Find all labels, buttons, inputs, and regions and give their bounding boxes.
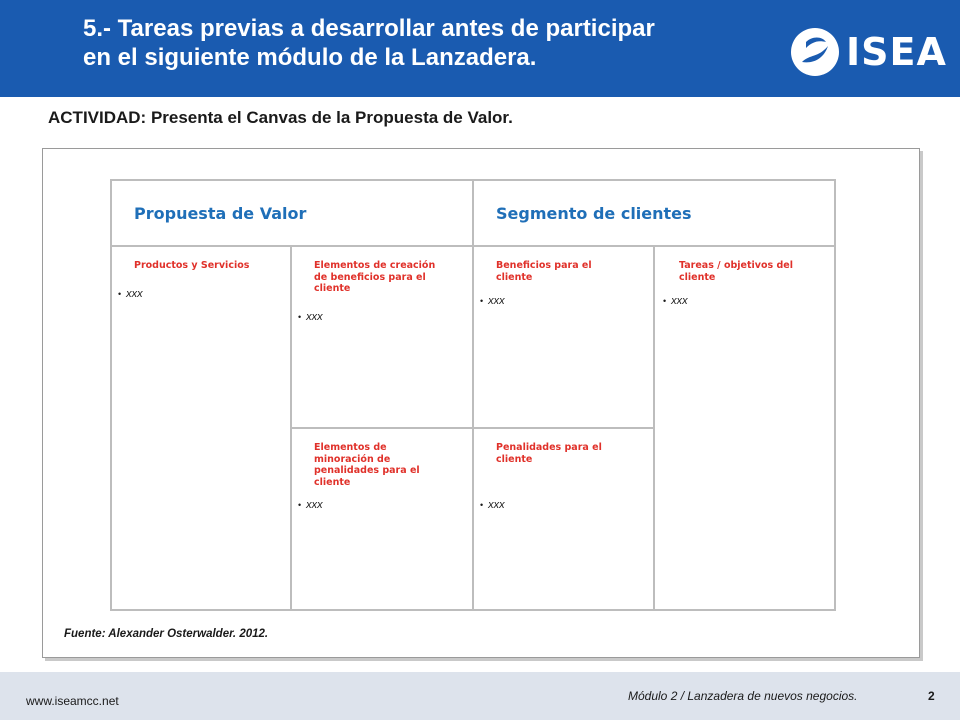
isea-logo <box>788 24 947 80</box>
customer-gains-cell <box>474 247 653 427</box>
footer-url: www.iseamcc.net <box>26 694 119 708</box>
products-services-title: Productos y Servicios <box>134 260 250 271</box>
source-citation: Fuente: Alexander Osterwalder. 2012. <box>64 628 269 640</box>
value-proposition-title: Propuesta de Valor <box>134 204 307 223</box>
pain-relievers-title: Elementos de minoración de penalidades para el cliente <box>314 442 420 488</box>
bullet-text: xxx <box>306 311 323 323</box>
customer-pains-title: Penalidades para el cliente <box>496 442 602 465</box>
customer-gains-title: Beneficios para el cliente <box>496 260 592 283</box>
customer-jobs-cell <box>655 247 834 609</box>
value-proposition-canvas <box>110 179 836 611</box>
products-services-cell <box>112 247 290 609</box>
activity-heading: ACTIVIDAD: Presenta el Canvas de la Propuesta de Valor. <box>48 108 513 127</box>
bullet-text: xxx <box>488 499 505 511</box>
products-services-bullet: • xxx <box>118 288 143 300</box>
customer-segment-header-cell <box>474 181 834 245</box>
isea-logo-text: ISEA <box>846 30 947 74</box>
pain-relievers-bullet: • xxx <box>298 499 323 511</box>
slide-title <box>83 14 763 72</box>
bullet-text: xxx <box>306 499 323 511</box>
customer-pains-bullet: • xxx <box>480 499 505 511</box>
pain-relievers-cell <box>292 429 472 609</box>
slide-title-line-1: 5.- Tareas previas a desarrollar antes de participar <box>83 15 655 42</box>
bullet-text: xxx <box>488 295 505 307</box>
customer-jobs-title: Tareas / objetivos del cliente <box>679 260 793 283</box>
gain-creators-bullet: • xxx <box>298 311 323 323</box>
customer-gains-bullet: • xxx <box>480 295 505 307</box>
value-proposition-header-cell <box>112 181 472 245</box>
customer-segment-title: Segmento de clientes <box>496 204 692 223</box>
slide-title-line-2: en el siguiente módulo de la Lanzadera. <box>83 44 537 71</box>
customer-pains-cell <box>474 429 653 609</box>
footer-module-label: Módulo 2 / Lanzadera de nuevos negocios. <box>628 689 858 703</box>
gain-creators-cell <box>292 247 472 427</box>
gain-creators-title: Elementos de creación de beneficios para el cliente <box>314 260 436 294</box>
customer-jobs-bullet: • xxx <box>663 295 688 307</box>
isea-logo-icon <box>788 24 844 80</box>
bullet-text: xxx <box>671 295 688 307</box>
page-number: 2 <box>928 689 935 703</box>
bullet-text: xxx <box>126 288 143 300</box>
